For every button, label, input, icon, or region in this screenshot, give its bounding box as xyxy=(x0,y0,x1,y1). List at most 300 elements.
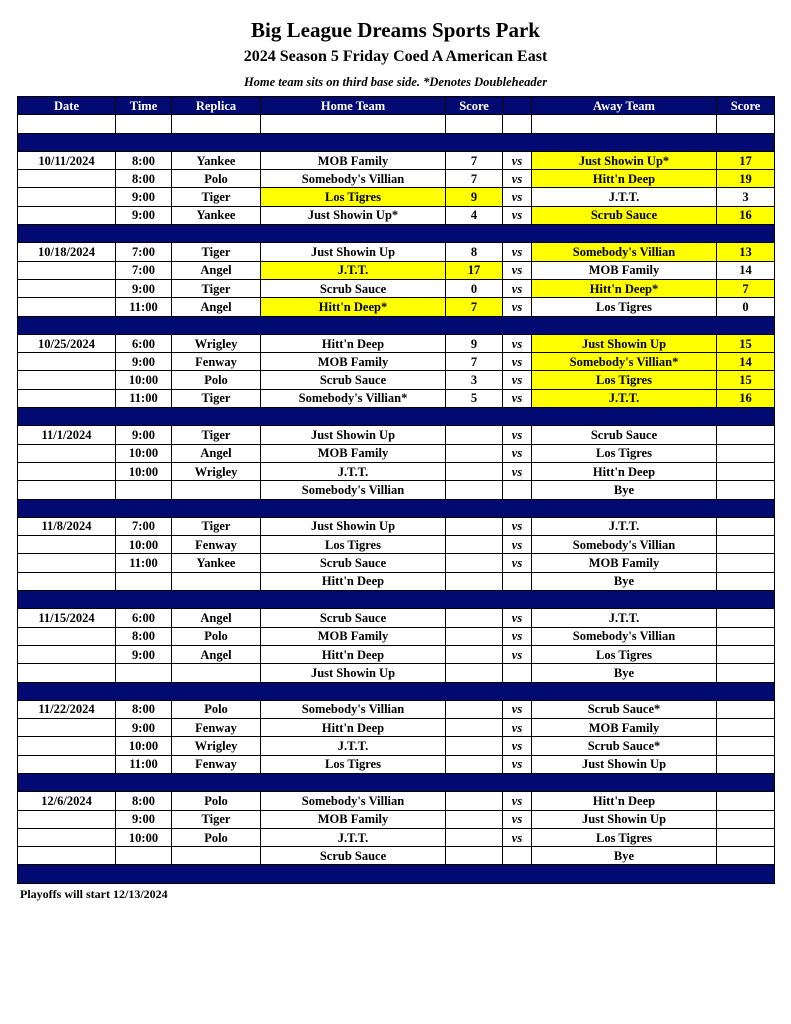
separator-band xyxy=(18,499,775,517)
away-score-cell xyxy=(717,444,775,462)
replica-cell: Tiger xyxy=(172,188,261,206)
replica-cell: Wrigley xyxy=(172,737,261,755)
vs-cell: vs xyxy=(503,170,532,188)
col-header-away-score: Score xyxy=(717,97,775,115)
time-cell: 11:00 xyxy=(116,389,172,407)
date-cell xyxy=(18,554,116,572)
home-score-cell xyxy=(446,719,503,737)
separator-band xyxy=(18,773,775,791)
home-team-cell: Scrub Sauce xyxy=(261,371,446,389)
away-score-cell: 3 xyxy=(717,188,775,206)
home-team-cell: Hitt'n Deep xyxy=(261,719,446,737)
vs-cell: vs xyxy=(503,371,532,389)
replica-cell: Polo xyxy=(172,828,261,846)
home-score-cell: 9 xyxy=(446,334,503,352)
away-team-cell: Scrub Sauce* xyxy=(532,737,717,755)
game-row xyxy=(18,536,775,554)
vs-cell: vs xyxy=(503,462,532,480)
replica-cell: Tiger xyxy=(172,810,261,828)
away-score-cell xyxy=(717,517,775,535)
time-cell: 7:00 xyxy=(116,261,172,279)
time-cell: 9:00 xyxy=(116,188,172,206)
away-team-cell: Just Showin Up xyxy=(532,810,717,828)
home-score-cell xyxy=(446,828,503,846)
home-team-cell: Somebody's Villian xyxy=(261,792,446,810)
game-row xyxy=(18,261,775,279)
home-team-cell: J.T.T. xyxy=(261,261,446,279)
col-header-date: Date xyxy=(18,97,116,115)
away-team-cell: Just Showin Up xyxy=(532,334,717,352)
replica-cell: Tiger xyxy=(172,517,261,535)
game-row xyxy=(18,151,775,169)
home-score-cell xyxy=(446,627,503,645)
away-score-cell: 14 xyxy=(717,353,775,371)
away-score-cell: 0 xyxy=(717,298,775,316)
date-cell xyxy=(18,572,116,590)
away-team-cell: Somebody's Villian xyxy=(532,243,717,261)
away-score-cell: 7 xyxy=(717,279,775,297)
time-cell: 10:00 xyxy=(116,444,172,462)
away-team-cell: J.T.T. xyxy=(532,517,717,535)
date-cell xyxy=(18,664,116,682)
vs-cell: vs xyxy=(503,298,532,316)
time-cell: 8:00 xyxy=(116,151,172,169)
game-row xyxy=(18,700,775,718)
away-team-cell: Bye xyxy=(532,572,717,590)
home-score-cell xyxy=(446,481,503,499)
vs-cell: vs xyxy=(503,188,532,206)
separator-band xyxy=(18,682,775,700)
date-cell: 12/6/2024 xyxy=(18,792,116,810)
replica-cell: Tiger xyxy=(172,243,261,261)
game-row xyxy=(18,243,775,261)
date-cell xyxy=(18,188,116,206)
empty-cell xyxy=(503,115,532,133)
away-score-cell xyxy=(717,810,775,828)
game-row xyxy=(18,847,775,865)
replica-cell xyxy=(172,572,261,590)
away-score-cell: 16 xyxy=(717,206,775,224)
home-team-cell: Hitt'n Deep xyxy=(261,572,446,590)
away-team-cell: Los Tigres xyxy=(532,371,717,389)
home-score-cell xyxy=(446,847,503,865)
home-team-cell: Hitt'n Deep xyxy=(261,334,446,352)
replica-cell: Yankee xyxy=(172,554,261,572)
schedule-table xyxy=(17,96,775,884)
time-cell: 9:00 xyxy=(116,645,172,663)
empty-cell xyxy=(717,115,775,133)
game-row xyxy=(18,298,775,316)
vs-cell xyxy=(503,481,532,499)
time-cell: 6:00 xyxy=(116,334,172,352)
col-header-vs xyxy=(503,97,532,115)
away-score-cell xyxy=(717,627,775,645)
replica-cell: Fenway xyxy=(172,353,261,371)
vs-cell: vs xyxy=(503,609,532,627)
away-team-cell: Bye xyxy=(532,664,717,682)
date-cell: 11/1/2024 xyxy=(18,426,116,444)
empty-cell xyxy=(116,115,172,133)
week-separator xyxy=(18,408,775,426)
game-row xyxy=(18,664,775,682)
week-separator xyxy=(18,316,775,334)
game-row xyxy=(18,627,775,645)
game-row xyxy=(18,389,775,407)
away-team-cell: Los Tigres xyxy=(532,828,717,846)
away-score-cell xyxy=(717,645,775,663)
game-row xyxy=(18,572,775,590)
separator-band xyxy=(18,133,775,151)
time-cell: 9:00 xyxy=(116,206,172,224)
date-cell xyxy=(18,353,116,371)
col-header-home-team: Home Team xyxy=(261,97,446,115)
away-team-cell: Bye xyxy=(532,847,717,865)
home-score-cell: 7 xyxy=(446,170,503,188)
replica-cell: Tiger xyxy=(172,389,261,407)
time-cell: 11:00 xyxy=(116,755,172,773)
away-score-cell: 13 xyxy=(717,243,775,261)
away-team-cell: Scrub Sauce xyxy=(532,206,717,224)
separator-band xyxy=(18,591,775,609)
time-cell xyxy=(116,481,172,499)
away-score-cell: 17 xyxy=(717,151,775,169)
replica-cell: Polo xyxy=(172,700,261,718)
date-cell xyxy=(18,371,116,389)
date-cell xyxy=(18,261,116,279)
vs-cell: vs xyxy=(503,755,532,773)
home-team-cell: J.T.T. xyxy=(261,462,446,480)
home-team-cell: Hitt'n Deep* xyxy=(261,298,446,316)
away-team-cell: Los Tigres xyxy=(532,645,717,663)
vs-cell: vs xyxy=(503,627,532,645)
time-cell: 6:00 xyxy=(116,609,172,627)
game-row xyxy=(18,462,775,480)
away-team-cell: J.T.T. xyxy=(532,188,717,206)
away-team-cell: J.T.T. xyxy=(532,389,717,407)
game-row xyxy=(18,481,775,499)
replica-cell xyxy=(172,664,261,682)
game-row xyxy=(18,517,775,535)
home-score-cell: 4 xyxy=(446,206,503,224)
time-cell xyxy=(116,664,172,682)
time-cell: 7:00 xyxy=(116,243,172,261)
replica-cell: Angel xyxy=(172,298,261,316)
home-team-cell: Just Showin Up xyxy=(261,517,446,535)
away-score-cell xyxy=(717,664,775,682)
game-row xyxy=(18,444,775,462)
replica-cell: Fenway xyxy=(172,719,261,737)
away-team-cell: Hitt'n Deep xyxy=(532,170,717,188)
time-cell: 10:00 xyxy=(116,737,172,755)
week-separator xyxy=(18,773,775,791)
date-cell xyxy=(18,828,116,846)
home-score-cell: 7 xyxy=(446,298,503,316)
vs-cell: vs xyxy=(503,828,532,846)
home-score-cell xyxy=(446,645,503,663)
date-cell xyxy=(18,444,116,462)
game-row xyxy=(18,719,775,737)
game-row xyxy=(18,426,775,444)
replica-cell xyxy=(172,481,261,499)
replica-cell: Angel xyxy=(172,645,261,663)
vs-cell: vs xyxy=(503,243,532,261)
vs-cell: vs xyxy=(503,737,532,755)
game-row xyxy=(18,188,775,206)
time-cell xyxy=(116,847,172,865)
vs-cell: vs xyxy=(503,536,532,554)
empty-cell xyxy=(172,115,261,133)
game-row xyxy=(18,206,775,224)
game-row xyxy=(18,645,775,663)
game-row xyxy=(18,371,775,389)
away-team-cell: Los Tigres xyxy=(532,298,717,316)
vs-cell: vs xyxy=(503,554,532,572)
vs-cell: vs xyxy=(503,151,532,169)
date-cell xyxy=(18,810,116,828)
home-team-cell: MOB Family xyxy=(261,810,446,828)
home-team-cell: MOB Family xyxy=(261,353,446,371)
away-score-cell: 15 xyxy=(717,371,775,389)
home-team-cell: Just Showin Up* xyxy=(261,206,446,224)
vs-cell: vs xyxy=(503,334,532,352)
home-score-cell xyxy=(446,664,503,682)
week-separator xyxy=(18,682,775,700)
home-score-cell: 5 xyxy=(446,389,503,407)
time-cell: 9:00 xyxy=(116,279,172,297)
replica-cell: Polo xyxy=(172,371,261,389)
home-score-cell xyxy=(446,462,503,480)
vs-cell xyxy=(503,572,532,590)
away-team-cell: Hitt'n Deep xyxy=(532,792,717,810)
date-cell xyxy=(18,719,116,737)
date-cell xyxy=(18,462,116,480)
away-score-cell xyxy=(717,755,775,773)
home-team-cell: Los Tigres xyxy=(261,188,446,206)
home-score-cell xyxy=(446,810,503,828)
home-team-cell: Los Tigres xyxy=(261,536,446,554)
time-cell xyxy=(116,572,172,590)
date-cell xyxy=(18,627,116,645)
away-score-cell: 19 xyxy=(717,170,775,188)
date-cell xyxy=(18,737,116,755)
col-header-home-score: Score xyxy=(446,97,503,115)
home-score-cell: 8 xyxy=(446,243,503,261)
home-team-cell: Just Showin Up xyxy=(261,243,446,261)
replica-cell: Yankee xyxy=(172,206,261,224)
away-team-cell: Just Showin Up* xyxy=(532,151,717,169)
home-team-cell: Scrub Sauce xyxy=(261,279,446,297)
home-team-cell: Just Showin Up xyxy=(261,426,446,444)
time-cell: 9:00 xyxy=(116,810,172,828)
replica-cell: Angel xyxy=(172,444,261,462)
home-team-cell: Scrub Sauce xyxy=(261,554,446,572)
away-score-cell: 15 xyxy=(717,334,775,352)
replica-cell: Wrigley xyxy=(172,334,261,352)
empty-cell xyxy=(18,115,116,133)
away-score-cell xyxy=(717,737,775,755)
replica-cell: Wrigley xyxy=(172,462,261,480)
away-team-cell: MOB Family xyxy=(532,261,717,279)
col-header-replica: Replica xyxy=(172,97,261,115)
away-score-cell xyxy=(717,609,775,627)
away-score-cell xyxy=(717,792,775,810)
time-cell: 9:00 xyxy=(116,719,172,737)
week-separator xyxy=(18,591,775,609)
week-separator xyxy=(18,499,775,517)
home-team-cell: Los Tigres xyxy=(261,755,446,773)
empty-cell xyxy=(532,115,717,133)
home-score-cell: 9 xyxy=(446,188,503,206)
week-separator xyxy=(18,133,775,151)
away-score-cell xyxy=(717,847,775,865)
empty-cell xyxy=(261,115,446,133)
home-score-cell xyxy=(446,737,503,755)
game-row xyxy=(18,353,775,371)
away-team-cell: Hitt'n Deep* xyxy=(532,279,717,297)
home-score-cell: 7 xyxy=(446,151,503,169)
date-cell: 11/22/2024 xyxy=(18,700,116,718)
vs-cell: vs xyxy=(503,517,532,535)
away-team-cell: MOB Family xyxy=(532,554,717,572)
blank-row xyxy=(18,115,775,133)
away-score-cell xyxy=(717,700,775,718)
schedule-note: Home team sits on third base side. *Denotes Doubleheader xyxy=(243,75,548,89)
time-cell: 11:00 xyxy=(116,554,172,572)
date-cell: 11/15/2024 xyxy=(18,609,116,627)
home-score-cell xyxy=(446,554,503,572)
home-team-cell: Scrub Sauce xyxy=(261,609,446,627)
game-row xyxy=(18,737,775,755)
home-team-cell: Somebody's Villian xyxy=(261,481,446,499)
away-score-cell xyxy=(717,828,775,846)
game-row xyxy=(18,170,775,188)
time-cell: 9:00 xyxy=(116,426,172,444)
replica-cell: Polo xyxy=(172,170,261,188)
time-cell: 9:00 xyxy=(116,353,172,371)
away-score-cell xyxy=(717,554,775,572)
replica-cell: Angel xyxy=(172,609,261,627)
home-team-cell: Somebody's Villian* xyxy=(261,389,446,407)
home-score-cell: 3 xyxy=(446,371,503,389)
game-row xyxy=(18,792,775,810)
vs-cell xyxy=(503,664,532,682)
vs-cell: vs xyxy=(503,426,532,444)
home-score-cell xyxy=(446,792,503,810)
header-row xyxy=(18,97,775,115)
game-row xyxy=(18,609,775,627)
vs-cell: vs xyxy=(503,444,532,462)
schedule-body xyxy=(18,115,775,883)
date-cell xyxy=(18,279,116,297)
page-subtitle: 2024 Season 5 Friday Coed A American East xyxy=(243,48,548,65)
time-cell: 10:00 xyxy=(116,828,172,846)
away-score-cell: 16 xyxy=(717,389,775,407)
away-team-cell: Scrub Sauce* xyxy=(532,700,717,718)
week-separator xyxy=(18,865,775,883)
date-cell xyxy=(18,847,116,865)
away-score-cell xyxy=(717,462,775,480)
separator-band xyxy=(18,408,775,426)
away-team-cell: Somebody's Villian xyxy=(532,627,717,645)
home-score-cell xyxy=(446,517,503,535)
vs-cell: vs xyxy=(503,389,532,407)
empty-cell xyxy=(446,115,503,133)
home-team-cell: MOB Family xyxy=(261,151,446,169)
date-cell: 10/11/2024 xyxy=(18,151,116,169)
replica-cell: Polo xyxy=(172,627,261,645)
home-team-cell: Hitt'n Deep xyxy=(261,645,446,663)
time-cell: 10:00 xyxy=(116,536,172,554)
away-team-cell: Los Tigres xyxy=(532,444,717,462)
vs-cell: vs xyxy=(503,700,532,718)
date-cell xyxy=(18,298,116,316)
time-cell: 11:00 xyxy=(116,298,172,316)
date-cell xyxy=(18,755,116,773)
home-score-cell xyxy=(446,536,503,554)
date-cell: 10/18/2024 xyxy=(18,243,116,261)
away-team-cell: Just Showin Up xyxy=(532,755,717,773)
week-separator xyxy=(18,225,775,243)
home-score-cell xyxy=(446,426,503,444)
away-team-cell: Somebody's Villian* xyxy=(532,353,717,371)
home-team-cell: Somebody's Villian xyxy=(261,170,446,188)
vs-cell: vs xyxy=(503,206,532,224)
home-team-cell: MOB Family xyxy=(261,444,446,462)
separator-band xyxy=(18,316,775,334)
replica-cell: Fenway xyxy=(172,755,261,773)
game-row xyxy=(18,755,775,773)
replica-cell: Fenway xyxy=(172,536,261,554)
date-cell xyxy=(18,645,116,663)
page-title: Big League Dreams Sports Park xyxy=(251,18,540,42)
replica-cell: Yankee xyxy=(172,151,261,169)
away-score-cell xyxy=(717,426,775,444)
vs-cell: vs xyxy=(503,810,532,828)
game-row xyxy=(18,554,775,572)
home-team-cell: Somebody's Villian xyxy=(261,700,446,718)
vs-cell xyxy=(503,847,532,865)
away-team-cell: J.T.T. xyxy=(532,609,717,627)
time-cell: 8:00 xyxy=(116,792,172,810)
date-cell xyxy=(18,170,116,188)
date-cell xyxy=(18,206,116,224)
replica-cell: Tiger xyxy=(172,279,261,297)
home-score-cell: 7 xyxy=(446,353,503,371)
time-cell: 8:00 xyxy=(116,627,172,645)
vs-cell: vs xyxy=(503,792,532,810)
date-cell: 10/25/2024 xyxy=(18,334,116,352)
away-team-cell: Scrub Sauce xyxy=(532,426,717,444)
away-score-cell xyxy=(717,572,775,590)
home-team-cell: MOB Family xyxy=(261,627,446,645)
playoffs-note: Playoffs will start 12/13/2024 xyxy=(20,887,168,901)
vs-cell: vs xyxy=(503,645,532,663)
away-score-cell: 14 xyxy=(717,261,775,279)
separator-band xyxy=(18,225,775,243)
game-row xyxy=(18,334,775,352)
date-cell xyxy=(18,389,116,407)
time-cell: 8:00 xyxy=(116,170,172,188)
home-score-cell xyxy=(446,444,503,462)
home-score-cell xyxy=(446,755,503,773)
date-cell: 11/8/2024 xyxy=(18,517,116,535)
separator-band xyxy=(18,865,775,883)
home-team-cell: J.T.T. xyxy=(261,737,446,755)
home-team-cell: Scrub Sauce xyxy=(261,847,446,865)
game-row xyxy=(18,279,775,297)
home-score-cell xyxy=(446,572,503,590)
home-team-cell: Just Showin Up xyxy=(261,664,446,682)
